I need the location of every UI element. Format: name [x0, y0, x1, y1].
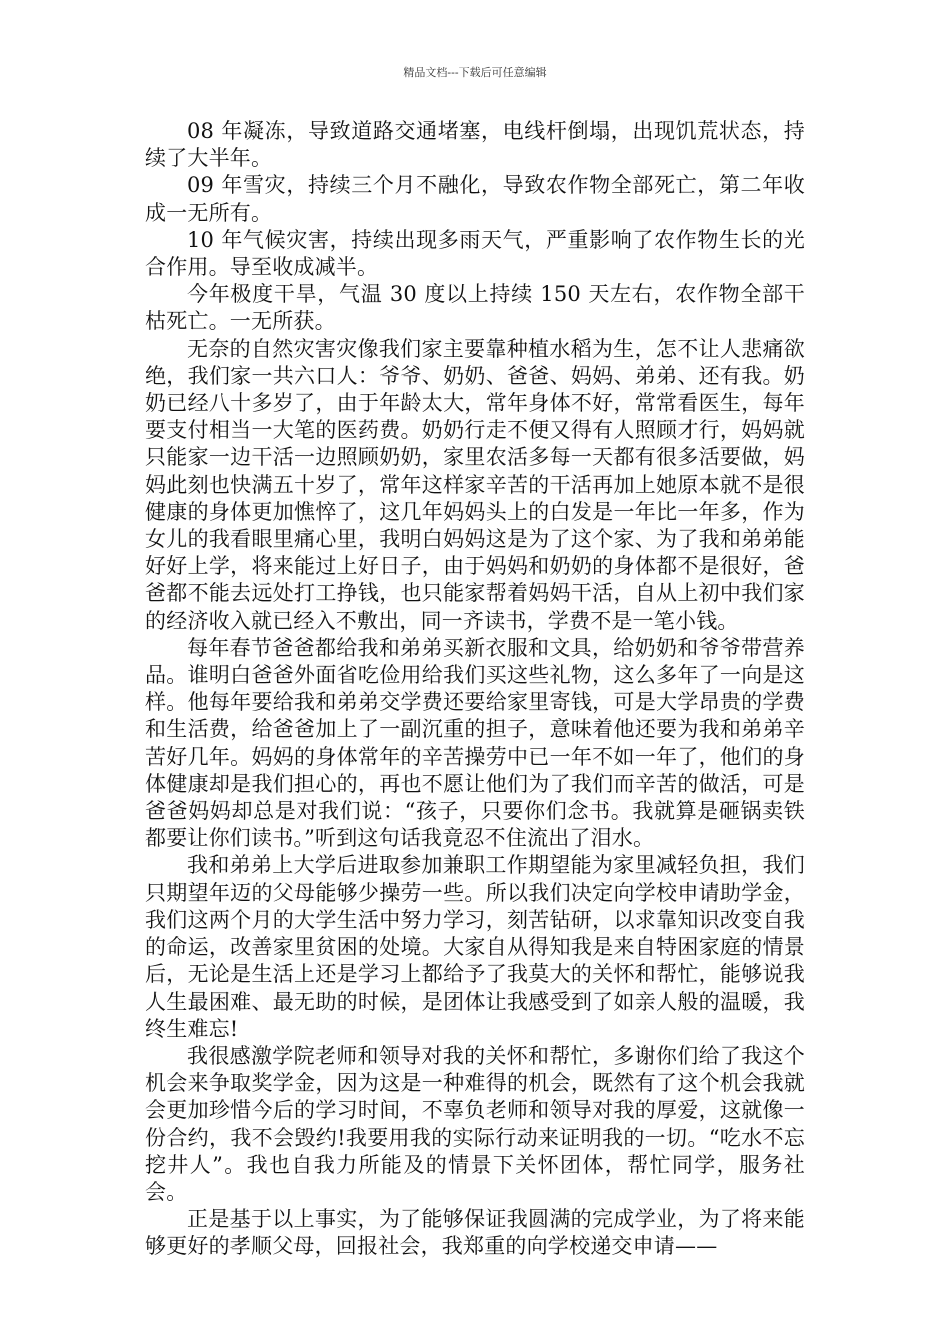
- paragraph-3: 10 年气候灾害，持续出现多雨天气，严重影响了农作物生长的光合作用。导至收成减半。: [145, 227, 805, 280]
- page-header: 精品文档---下载后可任意编辑: [403, 66, 547, 79]
- paragraph-8: 我很感激学院老师和领导对我的关怀和帮忙，多谢你们给了我这个机会来争取奖学金，因为这是一种难得的机会，既然有了这个机会我就会更加珍惜今后的学习时间，不辜负老师和领导对我的厚爱，这就像一份合约，我不会毁约!我要用我的实际行动来证明我的一切。“吃水不忘挖井人”。我也自我力所能及的情景下关怀团体，帮忙同学，服务社会。: [145, 1043, 805, 1204]
- paragraph-4: 今年极度干旱，气温 30 度以上持续 150 天左右，农作物全部干枯死亡。一无所获。: [145, 282, 805, 334]
- document-body: [145, 118, 805, 1261]
- paragraph-7: 我和弟弟上大学后进取参加兼职工作期望能为家里减轻负担，我们只期望年迈的父母能够少操劳一些。所以我们决定向学校申请助学金，我们这两个月的大学生活中努力学习，刻苦钻研，以求靠知识改变自我的命运，改善家里贫困的处境。大家自从得知我是来自特困家庭的情景后，无论是生活上还是学习上都给予了我莫大的关怀和帮忙，能够说我人生最困难、最无助的时候，是团体让我感受到了如亲人般的温暖，我终生难忘!: [145, 853, 805, 1041]
- paragraph-2: 09 年雪灾，持续三个月不融化，导致农作物全部死亡，第二年收成一无所有。: [145, 173, 805, 225]
- paragraph-9: 正是基于以上事实，为了能够保证我圆满的完成学业，为了将来能够更好的孝顺父母，回报社会，我郑重的向学校递交申请——: [145, 1207, 805, 1259]
- paragraph-5: 无奈的自然灾害灾像我们家主要靠种植水稻为生，怎不让人悲痛欲绝，我们家一共六口人：爷爷、奶奶、爸爸、妈妈、弟弟、还有我。奶奶已经八十多岁了，由于年龄太大，常年身体不好，常常看医生，每年要支付相当一大笔的医药费。奶奶行走不便又得有人照顾才行，妈妈就只能家一边干活一边照顾奶奶，家里农活多每一天都有很多活要做，妈妈此刻也快满五十岁了，常年这样家辛苦的干活再加上她原本就不是很健康的身体更加憔悴了，这几年妈妈头上的白发是一年比一年多，作为女儿的我看眼里痛心里，我明白妈妈这是为了这个家、为了我和弟弟能好好上学，将来能过上好日子，由于妈妈和奶奶的身体都不是很好，爸爸都不能去远处打工挣钱，也只能家帮着妈妈干活，自从上初中我们家的经济收入就已经入不敷出，同一齐读书，学费不是一笔小钱。: [145, 336, 805, 633]
- paragraph-1: 08 年凝冻，导致道路交通堵塞，电线杆倒塌，出现饥荒状态，持续了大半年。: [145, 119, 805, 171]
- paragraph-6: 每年春节爸爸都给我和弟弟买新衣服和文具，给奶奶和爷爷带营养品。谁明白爸爸外面省吃俭用给我们买这些礼物，这么多年了一向是这样。他每年要给我和弟弟交学费还要给家里寄钱，可是大学昂贵的学费和生活费，给爸爸加上了一副沉重的担子，意味着他还要为我和弟弟辛苦好几年。妈妈的身体常年的辛苦操劳中已一年不如一年了，他们的身体健康却是我们担心的，再也不愿让他们为了我们而辛苦的做活，可是爸爸妈妈却总是对我们说：“孩子，只要你们念书。我就算是砸锅卖铁都要让你们读书。”听到这句话我竟忍不住流出了泪水。: [145, 635, 805, 851]
